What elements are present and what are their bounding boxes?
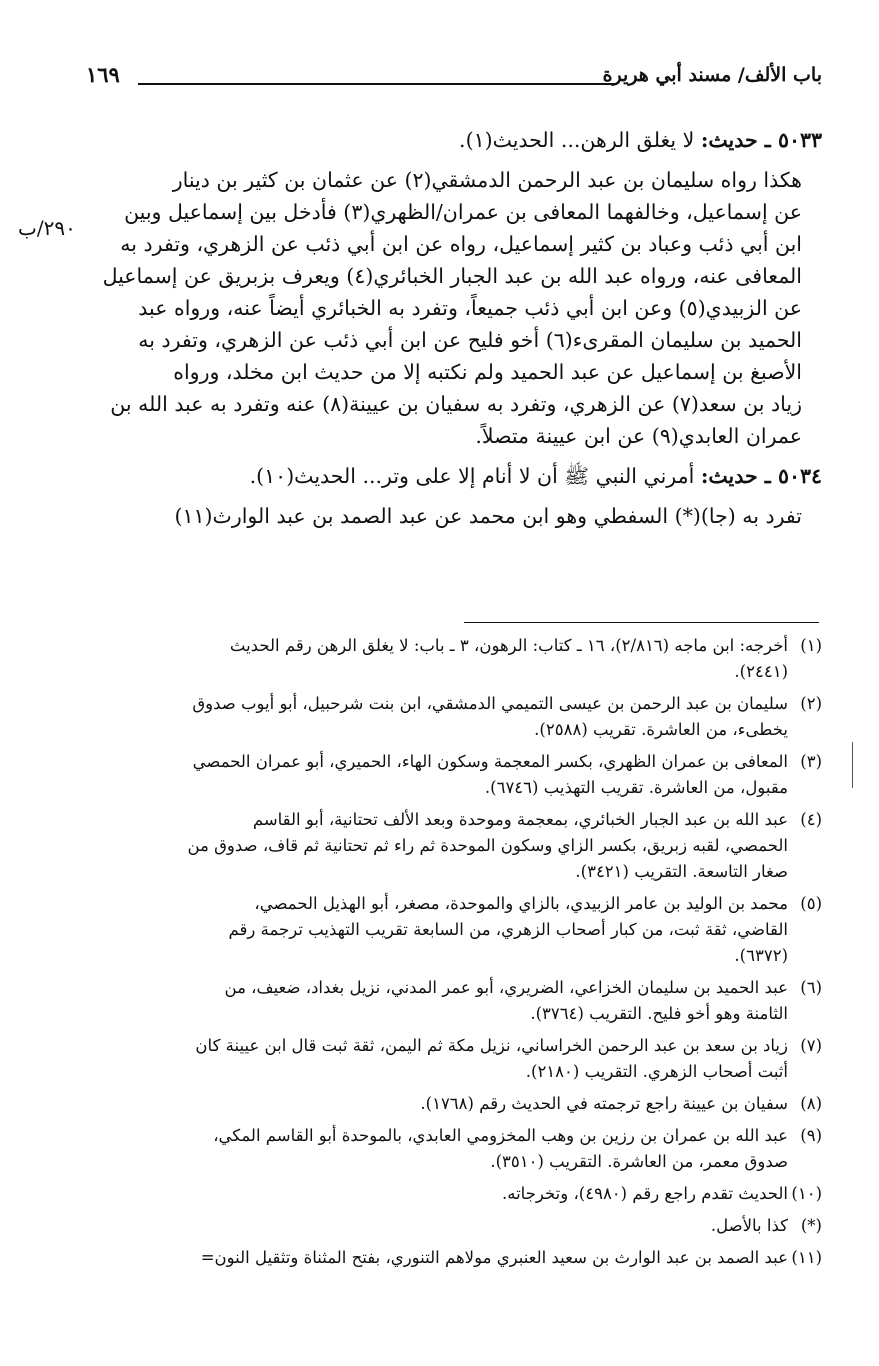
text-line xyxy=(72,460,822,492)
footnote-line: الحمصي، لقبه زبريق، بكسر الزاي وسكون الموحدة ثم راء ثم تحتانية ثم قاف، صدوق من xyxy=(187,836,788,855)
text-line: هكذا رواه سليمان بن عبد الرحمن الدمشقي(٢) عن عثمان بن كثير بن دينار xyxy=(172,168,802,192)
footnote-line: يخطىء، من العاشرة. تقريب (٢٥٨٨). xyxy=(534,720,788,739)
footnote-number: (١) xyxy=(800,636,822,655)
page-header xyxy=(86,62,822,92)
text-line: ابن أبي ذئب وعباد بن كثير إسماعيل، رواه عن ابن أبي ذئب عن الزهري، وتفرد به xyxy=(120,232,802,256)
footnote xyxy=(82,1213,822,1239)
footnote-line: عبد الحميد بن سليمان الخزاعي، الضريري، أبو عمر المدني، نزيل بغداد، ضعيف، من xyxy=(224,978,788,997)
footnote-number: (١٠) xyxy=(791,1184,822,1203)
footnote xyxy=(82,975,822,1027)
footnote-number: (٢) xyxy=(800,694,822,713)
footnote-line: عبد الله بن عمران بن رزين بن وهب المخزومي العابدي، بالموحدة أبو القاسم المكي، xyxy=(213,1126,788,1145)
commentary-paragraph xyxy=(72,164,822,452)
footnotes xyxy=(82,633,822,1277)
footnote-line: زياد بن سعد بن عبد الرحمن الخراساني، نزيل مكة ثم اليمن، ثقة ثبت قال ابن عيينة كان xyxy=(195,1036,788,1055)
footnote-line: صدوق معمر، من العاشرة. التقريب (٣٥١٠). xyxy=(490,1152,788,1171)
footnote xyxy=(82,891,822,969)
footnote-line: الثامنة وهو أخو فليح. التقريب (٣٧٦٤). xyxy=(530,1004,788,1023)
footnote xyxy=(82,1245,822,1271)
scan-mark xyxy=(852,742,853,788)
footnote-number: (٣) xyxy=(800,752,822,771)
footnote-number: (٤) xyxy=(800,810,822,829)
hadith-text: لا يغلق الرهن... الحديث(١). xyxy=(459,128,695,152)
footnote-line: صغار التاسعة. التقريب (٣٤٢١). xyxy=(575,862,788,881)
footnote-line: مقبول، من العاشرة. تقريب التهذيب (٦٧٤٦). xyxy=(484,778,788,797)
text-line: عن إسماعيل، وخالفهما المعافى بن عمران/الظهري(٣) فأدخل بين إسماعيل وبين xyxy=(124,200,802,224)
running-title: باب الألف/ مسند أبي هريرة xyxy=(602,64,822,86)
footnote xyxy=(82,1033,822,1085)
text-line: الأصبغ بن إسماعيل عن عبد الحميد ولم نكتبه إلا من حديث ابن مخلد، ورواه xyxy=(173,360,802,384)
hadith-entry xyxy=(72,460,822,492)
footnote-number: (١١) xyxy=(791,1248,822,1267)
footnote-line: أثبت أصحاب الزهري. التقريب (٢١٨٠). xyxy=(525,1062,788,1081)
header-rule xyxy=(138,83,617,85)
footnote xyxy=(82,1091,822,1117)
footnote xyxy=(82,691,822,743)
page-number: ١٦٩ xyxy=(86,62,120,87)
main-text xyxy=(72,124,822,540)
footnote-line: سفيان بن عيينة راجع ترجمته في الحديث رقم (١٧٦٨). xyxy=(420,1094,788,1113)
footnote-separator xyxy=(464,622,819,623)
footnote-line: عبد الله بن عبد الجبار الخبائري، بمعجمة وموحدة وبعد الألف تحتانية، أبو القاسم xyxy=(252,810,788,829)
footnote-line: الحديث تقدم راجع رقم (٤٩٨٠)، وتخرجاته. xyxy=(501,1184,788,1203)
footnote-line: محمد بن الوليد بن عامر الزبيدي، بالزاي والموحدة، مصغر، أبو الهذيل الحمصي، xyxy=(254,894,788,913)
text-line: زياد بن سعد(٧) عن الزهري، وتفرد به سفيان بن عيينة(٨) عنه وتفرد به عبد الله بن xyxy=(110,392,802,416)
margin-folio-note: ٢٩٠/ب xyxy=(18,216,76,240)
text-line xyxy=(72,124,822,156)
text-line: المعافى عنه، ورواه عبد الله بن عبد الجبار الخبائري(٤) ويعرف بزبريق عن إسماعيل xyxy=(102,264,802,288)
footnote xyxy=(82,749,822,801)
footnote-number: (٨) xyxy=(800,1094,822,1113)
footnote-line: (٦٣٧٢). xyxy=(734,946,788,965)
footnote-line: سليمان بن عبد الرحمن بن عيسى التميمي الدمشقي، ابن بنت شرحبيل، أبو أيوب صدوق xyxy=(192,694,788,713)
footnote-line: عبد الصمد بن عبد الوارث بن سعيد العنبري مولاهم التنوري، بفتح المثناة وتثقيل النون= xyxy=(200,1248,788,1267)
text-line: عمران العابدي(٩) عن ابن عيينة متصلاً. xyxy=(475,424,802,448)
footnote-number: (٦) xyxy=(800,978,822,997)
footnote-line: كذا بالأصل. xyxy=(710,1216,788,1235)
footnote-line: المعافى بن عمران الظهري، بكسر المعجمة وسكون الهاء، الحميري، أبو عمران الحمصي xyxy=(192,752,788,771)
footnote-number: (٧) xyxy=(800,1036,822,1055)
footnote-number: (٩) xyxy=(800,1126,822,1145)
footnote-line: (٢٤٤١). xyxy=(734,662,788,681)
footnote-line: القاضي، ثقة ثبت، من كبار أصحاب الزهري، من السابعة تقريب التهذيب ترجمة رقم xyxy=(228,920,788,939)
text-line: تفرد به (جا)(*) السفطي وهو ابن محمد عن عبد الصمد بن عبد الوارث(١١) xyxy=(174,504,802,528)
footnote-number: (*) xyxy=(800,1216,822,1235)
hadith-number: ٥٠٣٣ ـ حديث: xyxy=(700,128,822,152)
footnote-number: (٥) xyxy=(800,894,822,913)
footnote xyxy=(82,1181,822,1207)
footnote xyxy=(82,1123,822,1175)
text-line: عن الزبيدي(٥) وعن ابن أبي ذئب جميعاً، وتفرد به الخبائري أيضاً عنه، ورواه عبد xyxy=(138,296,802,320)
hadith-text: أمرني النبي ﷺ أن لا أنام إلا على وتر... الحديث(١٠). xyxy=(249,464,695,488)
text-line: الحميد بن سليمان المقرىء(٦) أخو فليح عن ابن أبي ذئب عن الزهري، وتفرد به xyxy=(138,328,802,352)
commentary-paragraph xyxy=(72,500,822,532)
hadith-entry xyxy=(72,124,822,156)
hadith-number: ٥٠٣٤ ـ حديث: xyxy=(700,464,822,488)
footnote-line: أخرجه: ابن ماجه (٢/٨١٦)، ١٦ ـ كتاب: الرهون، ٣ ـ باب: لا يغلق الرهن رقم الحديث xyxy=(229,636,788,655)
footnote xyxy=(82,633,822,685)
footnote xyxy=(82,807,822,885)
